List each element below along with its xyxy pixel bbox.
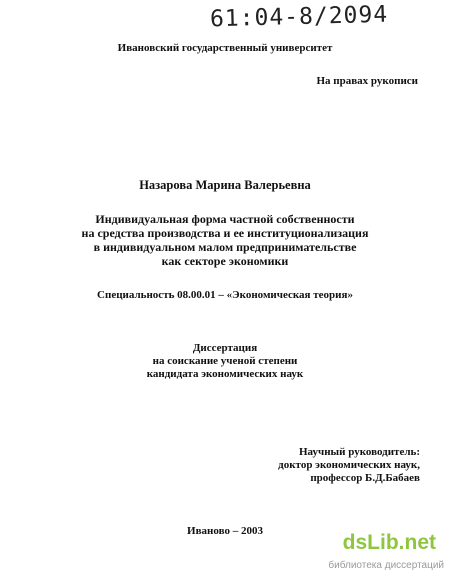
university-name: Ивановский государственный университет <box>117 42 333 54</box>
title-line: как секторе экономики <box>161 254 289 268</box>
supervisor-degree: доктор экономических наук, <box>278 459 420 471</box>
title-line: в индивидуальном малом предпринимательстве <box>93 240 357 254</box>
degree-line: Диссертация <box>192 342 258 354</box>
supervisor-heading: Научный руководитель: <box>299 446 420 458</box>
dslib-watermark <box>328 531 444 575</box>
title-line: на средства производства и ее институционализация <box>81 226 369 240</box>
supervisor-name: профессор Б.Д.Бабаев <box>310 472 420 484</box>
handwritten-archive-number: 61:04-8/2094 <box>209 1 389 33</box>
degree-line: кандидата экономических наук <box>146 368 304 380</box>
author-name: Назарова Марина Валерьевна <box>139 178 311 192</box>
title-line: Индивидуальная форма частной собственности <box>95 212 355 226</box>
city-year: Иваново – 2003 <box>187 525 263 537</box>
dslib-subtitle: библиотека диссертаций <box>328 560 444 571</box>
manuscript-rights-note: На правах рукописи <box>316 75 418 87</box>
degree-statement <box>90 342 360 381</box>
degree-line: на соискание ученой степени <box>152 355 298 367</box>
dissertation-title <box>60 212 390 268</box>
specialty-code: Специальность 08.00.01 – «Экономическая теория» <box>97 289 353 301</box>
supervisor-block <box>278 446 420 485</box>
dslib-logo: dsLib.net <box>342 531 436 554</box>
